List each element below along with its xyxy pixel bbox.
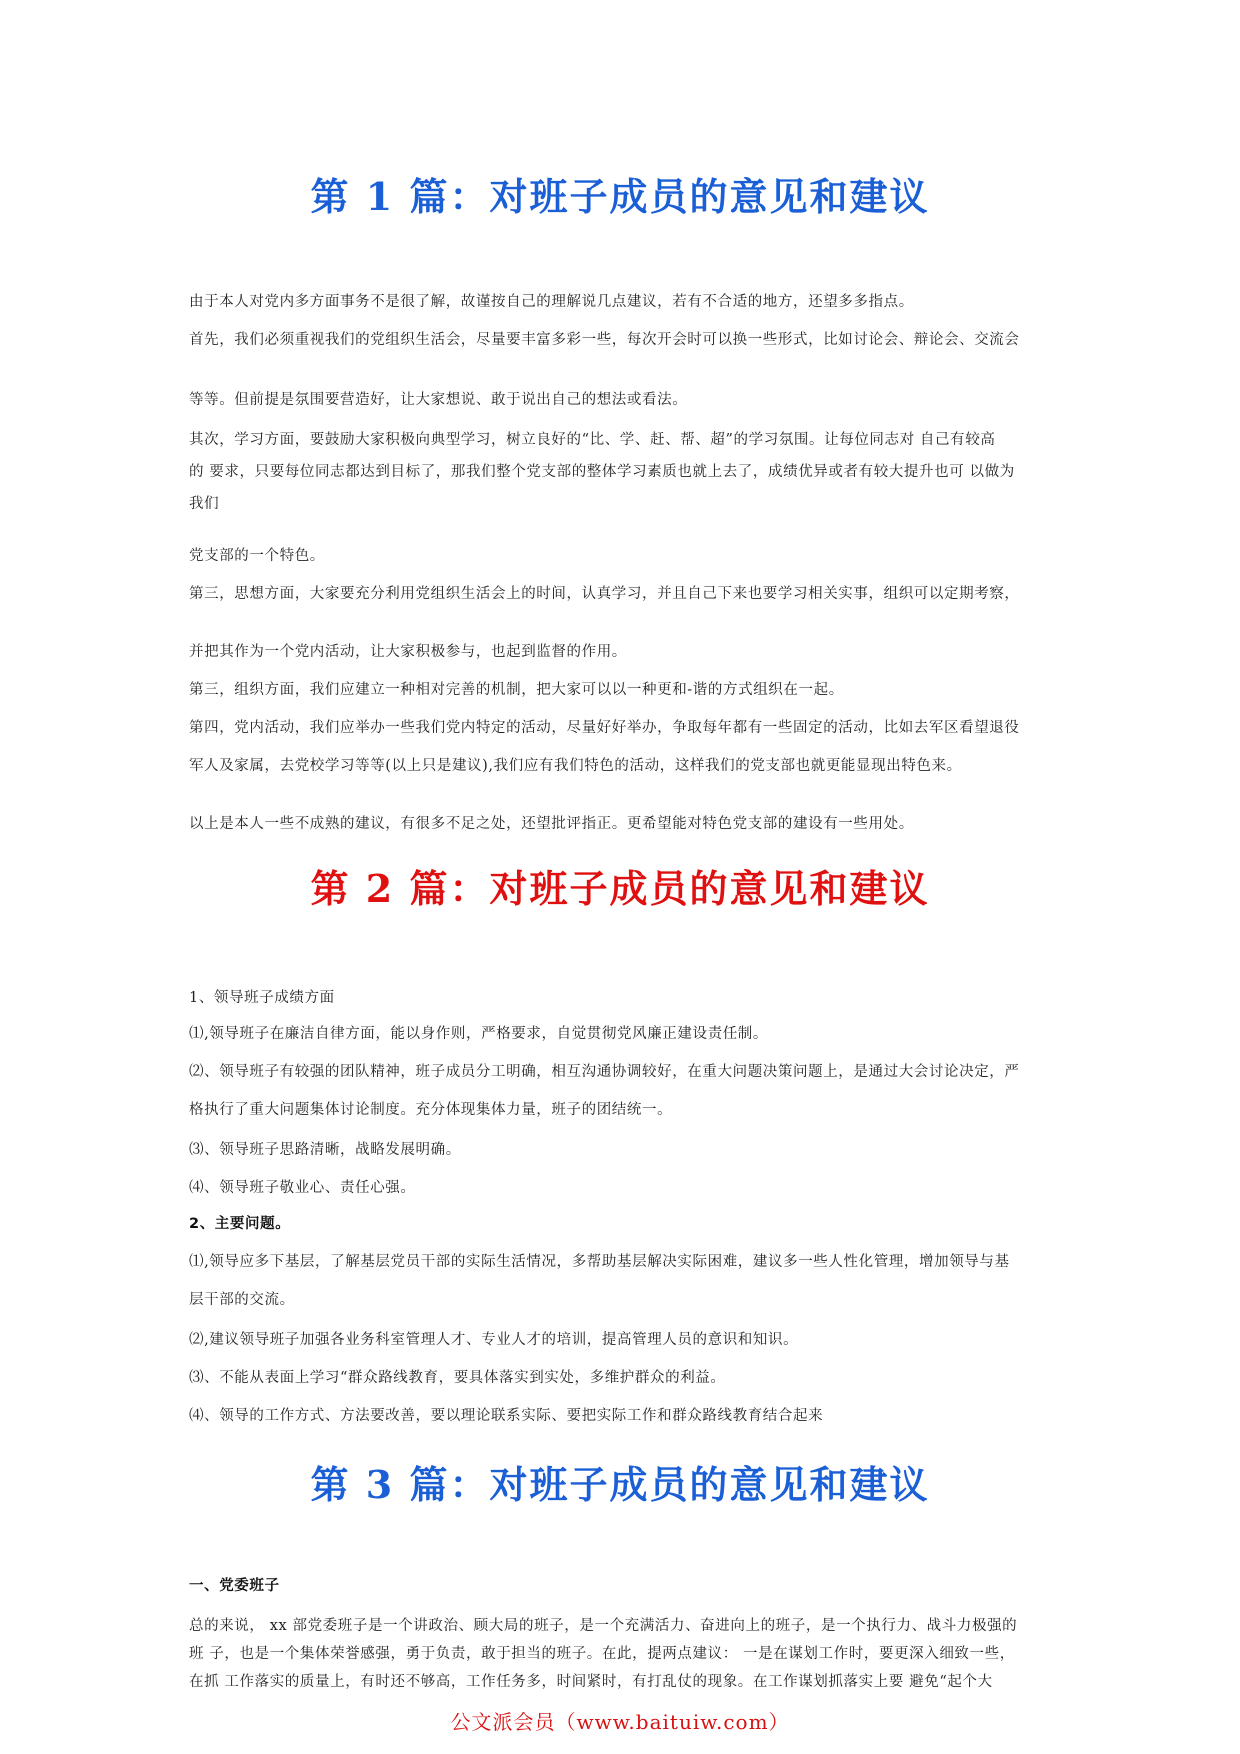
- paragraph-line: 总的来说， xx 部党委班子是一个讲政治、顾大局的班子，是一个充满活力、奋进向上的班子，是一个执行力、战斗力极强的: [189, 1618, 1018, 1634]
- paragraph-line: 其次，学习方面，要鼓励大家积极向典型学习，树立良好的“比、学、赶、帮、超”的学习氛围。让每位同志对 自己有较高: [189, 432, 996, 448]
- paragraph-line: 第三，思想方面，大家要充分利用党组织生活会上的时间，认真学习，并且自己下来也要学习相关实事，组织可以定期考察，: [189, 586, 1020, 602]
- paragraph-line: 军人及家属，去党校学习等等(以上只是建议),我们应有我们特色的活动，这样我们的党支部也就更能显现出特色来。: [189, 758, 962, 774]
- paragraph-line: 第三，组织方面，我们应建立一种相对完善的机制，把大家可以以一种更和-谐的方式组织在一起。: [189, 682, 844, 698]
- paragraph-line: 格执行了重大问题集体讨论制度。充分体现集体力量，班子的团结统一。: [189, 1102, 673, 1118]
- paragraph-line: 的 要求，只要每位同志都达到目标了，那我们整个党支部的整体学习素质也就上去了，成绩优异或者有较大提升也可 以做为: [189, 464, 1015, 480]
- paragraph-line: ⑵、领导班子有较强的团队精神，班子成员分工明确，相互沟通协调较好，在重大问题决策问题上，是通过大会讨论决定，严: [189, 1064, 1020, 1080]
- paragraph-line: 在抓 工作落实的质量上，有时还不够高，工作任务多，时间紧时，有打乱仗的现象。在工作谋划抓落实上要 避免“起个大: [189, 1674, 993, 1690]
- paragraph-line: 以上是本人一些不成熟的建议，有很多不足之处，还望批评指正。更希望能对特色党支部的建设有一些用处。: [189, 816, 914, 832]
- footer-watermark-link[interactable]: 公文派会员（www.baituiw.com）: [450, 1710, 790, 1734]
- paragraph-line: ⑶、领导班子思路清晰，战略发展明确。: [189, 1142, 461, 1158]
- subheading-main-problems: 2、主要问题。: [189, 1216, 291, 1232]
- paragraph-line: ⑷、领导的工作方式、方法要改善，要以理论联系实际、要把实际工作和群众路线教育结合起来: [189, 1408, 824, 1424]
- heading-article-2: 第 2 篇：对班子成员的意见和建议: [310, 866, 930, 911]
- subheading-party-committee: 一、党委班子: [189, 1578, 280, 1594]
- paragraph-line: 层干部的交流。: [189, 1292, 295, 1308]
- paragraph-line: 班 子，也是一个集体荣誉感强，勇于负责，敢于担当的班子。在此，提两点建议： 一是在谋划工作时，要更深入细致一些，: [189, 1646, 1015, 1662]
- paragraph-line: 并把其作为一个党内活动，让大家积极参与，也起到监督的作用。: [189, 644, 627, 660]
- paragraph-line: 第四，党内活动，我们应举办一些我们党内特定的活动，尽量好好举办，争取每年都有一些固定的活动，比如去军区看望退役: [189, 720, 1020, 736]
- paragraph-line: ⑴,领导应多下基层，了解基层党员干部的实际生活情况，多帮助基层解决实际困难，建议多一些人性化管理，增加领导与基: [189, 1254, 1010, 1270]
- paragraph-line: 由于本人对党内多方面事务不是很了解，故谨按自己的理解说几点建议，若有不合适的地方，还望多多指点。: [189, 294, 914, 310]
- paragraph-line: ⑵,建议领导班子加强各业务科室管理人才、专业人才的培训，提高管理人员的意识和知识。: [189, 1332, 799, 1348]
- paragraph-line: ⑴,领导班子在廉洁自律方面，能以身作则，严格要求，自觉贯彻党风廉正建设责任制。: [189, 1026, 769, 1042]
- paragraph-line: 等等。但前提是氛围要营造好，让大家想说、敢于说出自己的想法或看法。: [189, 392, 688, 408]
- heading-article-3: 第 3 篇：对班子成员的意见和建议: [310, 1462, 930, 1507]
- paragraph-line: 首先，我们必须重视我们的党组织生活会，尽量要丰富多彩一些，每次开会时可以换一些形式，比如讨论会、辩论会、交流会: [189, 332, 1020, 348]
- paragraph-line: 党支部的一个特色。: [189, 548, 325, 564]
- heading-article-1: 第 1 篇：对班子成员的意见和建议: [310, 174, 930, 219]
- paragraph-line: 1、领导班子成绩方面: [189, 990, 335, 1006]
- paragraph-line: ⑷、领导班子敬业心、责任心强。: [189, 1180, 416, 1196]
- paragraph-line: 我们: [189, 496, 220, 512]
- paragraph-line: ⑶、不能从表面上学习“群众路线教育，要具体落实到实处，多维护群众的利益。: [189, 1370, 726, 1386]
